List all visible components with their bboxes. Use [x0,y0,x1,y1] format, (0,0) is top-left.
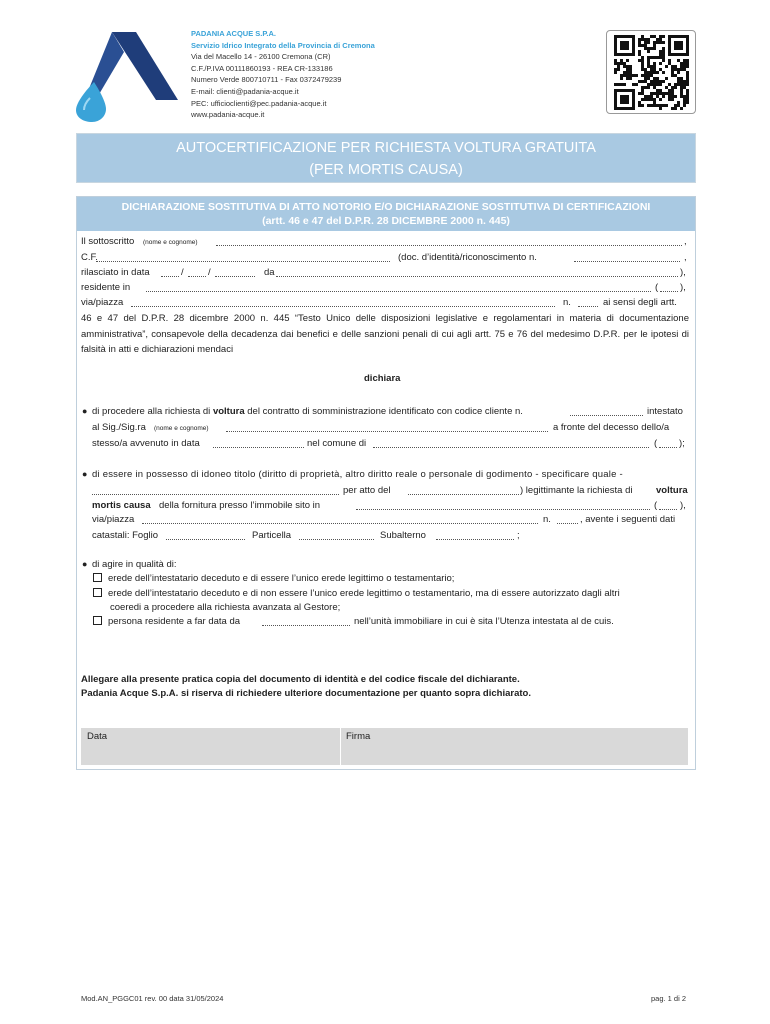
company-logo [72,30,182,122]
b2-avente: , avente i seguenti dati [580,514,676,525]
option-residente [93,616,240,627]
label-doc: (doc. d’identità/riconoscimento n. [398,252,537,263]
field-rilasciato-da[interactable] [276,276,678,277]
company-web: www.padania-acque.it [191,110,265,120]
subtitle-line-1: DICHIARAZIONE SOSTITUTIVA DI ATTO NOTORIO E/O DICHIARAZIONE SOSTITUTIVA DI CERTIFICAZIONI [121,201,651,213]
company-pec: PEC: ufficioclienti@pec.padania-acque.it [191,98,327,108]
b1-post: del contratto di somministrazione identificato con codice cliente n. [247,406,523,417]
signature-divider [340,728,341,765]
dichiara-heading: dichiara [364,373,401,384]
label-residente: residente in [81,282,131,293]
company-email: E-mail: clienti@padania-acque.it [191,86,299,96]
field-particella[interactable] [299,539,374,540]
footer-page: pag. 1 di 2 [651,994,687,1003]
bullet-icon: ● [82,406,88,416]
b2-foglio: catastali: Foglio [92,530,159,541]
field-data-residenza[interactable] [262,625,350,626]
field-year[interactable] [215,276,255,277]
company-name: PADANIA ACQUE S.P.A. [191,29,277,38]
company-info [191,28,375,121]
slash: / [208,267,211,278]
note-riserva: Padania Acque S.p.A. si riserva di richiedere ulteriore documentazione per quanto sopra dichiarato. [81,688,531,699]
label-rilasciato: rilasciato in data [81,267,150,278]
field-civico[interactable] [578,306,598,307]
b1-voltura: voltura [212,406,245,417]
paren-close: ), [680,282,686,293]
comma: , [684,236,687,247]
b2-fornitura: della fornitura presso l’immobile sito in [159,500,321,511]
b2-per-atto: per atto del [343,485,391,496]
field-data-decesso[interactable] [213,447,304,448]
paren-open: ( [654,500,658,511]
label-data[interactable]: Data [87,731,108,742]
checkbox-erede-unico[interactable] [93,573,102,582]
comma: , [684,252,687,263]
b1-hint: (nome e cognome) [154,425,209,432]
b1-pre: di procedere alla richiesta di [92,406,211,417]
document-title [76,133,696,183]
b1-al-sig: al Sig./Sig.ra [92,422,146,433]
field-residente[interactable] [146,291,651,292]
field-intestatario[interactable] [226,431,548,432]
field-doc-number[interactable] [574,261,680,262]
checkbox-residente[interactable] [93,616,102,625]
field-nome-cognome[interactable] [216,245,682,246]
field-cf[interactable] [96,261,390,262]
subtitle-line-2: (artt. 46 e 47 del D.P.R. 28 DICEMBRE 2000 n. 445) [262,215,510,227]
field-atto[interactable] [408,494,519,495]
form-subtitle [77,197,695,231]
field-foglio[interactable] [166,539,245,540]
b2-particella: Particella [252,530,292,541]
option-residente-label: persona residente a far data da [108,616,241,627]
b2-via-piazza: via/piazza [92,514,135,525]
option-erede-non-unico [93,588,620,599]
bullet-icon: ● [82,559,88,569]
b1-text [92,406,523,417]
b2-n: n. [543,514,551,525]
label-via-piazza: via/piazza [81,297,124,308]
slash: / [181,267,184,278]
field-immobile[interactable] [356,509,650,510]
b2-pre: di essere in possesso di idoneo titolo (diritto di proprietà, altro diritto reale o personale di godimento - specificare quale - [92,469,623,480]
field-civico-immobile[interactable] [557,523,578,524]
b2-semicolon: ; [517,530,520,541]
b1-end: ); [679,438,685,449]
label-cf: C.F. [81,252,98,263]
option-erede-non-unico-cont: coeredi a procedere alla richiesta avanzata al Gestore; [110,602,341,613]
option-erede-unico [93,573,454,584]
option-erede-unico-label: erede dell’intestatario deceduto e di essere l’unico erede legittimo o testamentario; [108,573,455,584]
label-da: da [264,267,275,278]
b2-voltura: voltura [656,485,688,496]
label-n: n. [563,297,571,308]
b1-comune: nel comune di [307,438,367,449]
legal-text: 46 e 47 del D.P.R. 28 dicembre 2000 n. 445 “Testo Unico delle disposizioni legislative e regolamentari in materia di documentazione amministrativa”, consapevole della decadenza dai benefici e delle sanzioni penali di cui agli artt. 75 e 76 del medesimo D.P.R. per le ipotesi di falsità in atti e dichiarazioni mendaci [81,313,689,355]
field-provincia[interactable] [660,291,678,292]
qr-code-icon [607,31,695,113]
bullet-icon: ● [82,469,88,479]
field-subalterno[interactable] [436,539,514,540]
field-via-immobile[interactable] [142,523,538,524]
b2-mortis: mortis causa [92,500,151,511]
field-via-piazza[interactable] [131,306,555,307]
title-line-1: AUTOCERTIFICAZIONE PER RICHIESTA VOLTURA GRATUITA [176,140,596,156]
signature-table [81,728,688,765]
field-comune-decesso[interactable] [373,447,649,448]
hint-nome-cognome: (nome e cognome) [143,239,198,246]
option-residente-cont: nell’unità immobiliare in cui è sita l’Utenza intestata al de cuis. [354,616,614,627]
b3-intro: di agire in qualità di: [92,559,177,570]
field-month[interactable] [188,276,206,277]
footer-doc-id: Mod.AN_PGGC01 rev. 00 data 31/05/2024 [81,994,224,1003]
note-allegare: Allegare alla presente pratica copia del documento di identità e del codice fiscale del dichiarante. [81,674,520,685]
b1-intestato: intestato [647,406,683,417]
company-phone: Numero Verde 800710711 - Fax 0372479239 [191,75,342,85]
b1-fronte: a fronte del decesso dello/a [553,422,670,433]
b2-subalterno: Subalterno [380,530,426,541]
field-prov-immobile[interactable] [659,509,677,510]
service-name: Servizio Idrico Integrato della Provincia di Cremona [191,40,375,50]
paren-open: ( [654,438,658,449]
company-tax: C.F./P.IVA 00111860193 - REA CR-133186 [191,63,333,73]
b2-legittimante: ) legittimante la richiesta di [520,485,633,496]
field-codice-cliente[interactable] [570,415,643,416]
paren-open: ( [655,282,659,293]
field-prov-decesso[interactable] [659,447,677,448]
option-erede-non-unico-label: erede dell’intestatario deceduto e di non essere l’unico erede legittimo o testamentario, ma di essere autorizzato dagli altri [108,588,620,599]
label-sottoscritto: Il sottoscritto [81,236,135,247]
paren-close: ), [680,500,686,511]
qr-code [606,30,696,114]
field-day[interactable] [161,276,179,277]
checkbox-erede-non-unico[interactable] [93,588,102,597]
b1-stesso: stesso/a avvenuto in data [92,438,200,449]
label-firma[interactable]: Firma [346,731,371,742]
company-address: Via del Macello 14 - 26100 Cremona (CR) [191,52,331,62]
paren-close: ), [680,267,686,278]
label-ai-sensi: ai sensi degli artt. [603,297,677,308]
field-titolo[interactable] [92,494,339,495]
title-line-2: (PER MORTIS CAUSA) [309,162,463,178]
